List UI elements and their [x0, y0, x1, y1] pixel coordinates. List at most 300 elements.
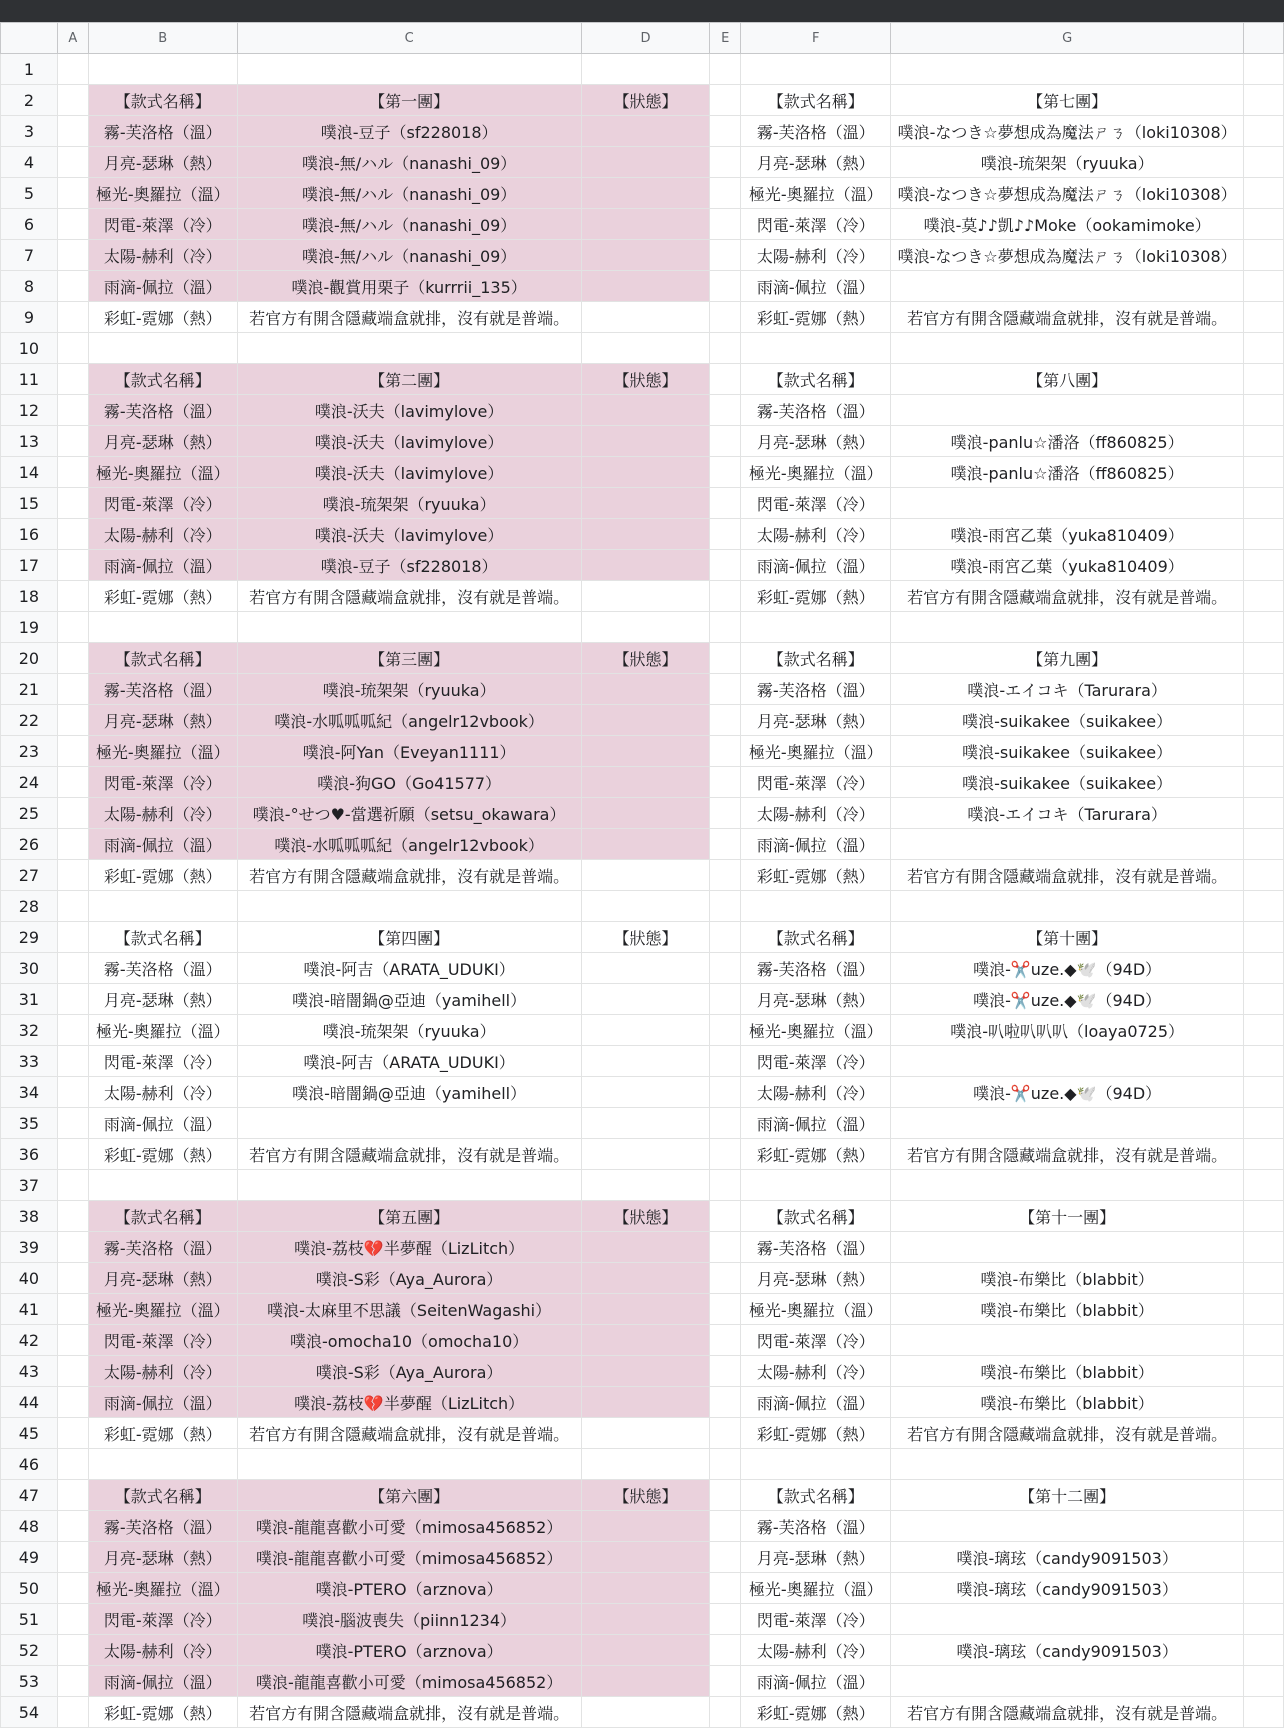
cell-style-name[interactable]: 【款式名稱】 — [88, 85, 237, 116]
row-header[interactable]: 43 — [1, 1356, 58, 1387]
cell-group-member[interactable]: 噗浪-雨宮乙葉（yuka810409） — [891, 550, 1244, 581]
cell-style-name[interactable]: 霧-芙洛格（溫） — [741, 116, 891, 147]
row-header[interactable]: 46 — [1, 1449, 58, 1480]
cell-b[interactable] — [88, 891, 237, 922]
cell-e[interactable] — [710, 333, 741, 364]
cell-group-member[interactable]: 【第一團】 — [237, 85, 581, 116]
cell-style-name[interactable]: 極光-奧羅拉（溫） — [741, 178, 891, 209]
cell-a[interactable] — [57, 364, 88, 395]
cell-e[interactable] — [710, 1635, 741, 1666]
cell-group-member[interactable] — [891, 1108, 1244, 1139]
row-header[interactable]: 27 — [1, 860, 58, 891]
cell-c[interactable] — [237, 1449, 581, 1480]
row-header[interactable]: 21 — [1, 674, 58, 705]
cell-status[interactable] — [581, 116, 710, 147]
cell-status[interactable] — [581, 488, 710, 519]
cell-style-name[interactable]: 【款式名稱】 — [741, 1201, 891, 1232]
cell-h[interactable] — [1244, 984, 1284, 1015]
cell-status[interactable] — [581, 1387, 710, 1418]
cell-h[interactable] — [1244, 798, 1284, 829]
cell-group-member[interactable] — [891, 829, 1244, 860]
cell-h[interactable] — [1244, 1666, 1284, 1697]
cell-style-name[interactable]: 太陽-赫利（冷） — [88, 1356, 237, 1387]
cell-h[interactable] — [1244, 1170, 1284, 1201]
cell-a[interactable] — [57, 54, 88, 85]
cell-group-member[interactable]: 噗浪-叭啦叭叭叭（loaya0725） — [891, 1015, 1244, 1046]
cell-group-member[interactable]: 噗浪-琉架架（ryuuka） — [237, 674, 581, 705]
cell-status[interactable] — [581, 984, 710, 1015]
cell-a[interactable] — [57, 85, 88, 116]
cell-group-member[interactable]: 若官方有開含隱藏端盒就排，沒有就是普端。 — [891, 1139, 1244, 1170]
cell-e[interactable] — [710, 1666, 741, 1697]
cell-group-member[interactable]: 噗浪-沃夫（lavimylove） — [237, 426, 581, 457]
row-header[interactable]: 12 — [1, 395, 58, 426]
cell-e[interactable] — [710, 922, 741, 953]
row-header[interactable]: 8 — [1, 271, 58, 302]
cell-h[interactable] — [1244, 147, 1284, 178]
cell-a[interactable] — [57, 643, 88, 674]
cell-f[interactable] — [741, 1449, 891, 1480]
cell-style-name[interactable]: 月亮-瑟琳（熱） — [88, 1263, 237, 1294]
cell-a[interactable] — [57, 519, 88, 550]
cell-status[interactable] — [581, 829, 710, 860]
cell-e[interactable] — [710, 1108, 741, 1139]
cell-d[interactable] — [581, 333, 710, 364]
cell-status[interactable] — [581, 457, 710, 488]
cell-style-name[interactable]: 雨滴-佩拉（溫） — [88, 550, 237, 581]
cell-style-name[interactable]: 閃電-萊澤（冷） — [741, 209, 891, 240]
cell-a[interactable] — [57, 1480, 88, 1511]
row-header[interactable]: 16 — [1, 519, 58, 550]
cell-status[interactable] — [581, 1046, 710, 1077]
cell-style-name[interactable]: 霧-芙洛格（溫） — [88, 395, 237, 426]
cell-d[interactable] — [581, 1449, 710, 1480]
cell-group-member[interactable] — [891, 488, 1244, 519]
cell-e[interactable] — [710, 1139, 741, 1170]
cell-group-member[interactable] — [891, 1511, 1244, 1542]
cell-group-member[interactable]: 噗浪-PTERO（arznova） — [237, 1635, 581, 1666]
cell-status[interactable] — [581, 953, 710, 984]
cell-style-name[interactable]: 極光-奧羅拉（溫） — [88, 1573, 237, 1604]
row-header[interactable]: 47 — [1, 1480, 58, 1511]
cell-h[interactable] — [1244, 1077, 1284, 1108]
cell-group-member[interactable]: 噗浪-璃玹（candy9091503） — [891, 1635, 1244, 1666]
cell-style-name[interactable]: 彩虹-霓娜（熱） — [741, 1139, 891, 1170]
cell-e[interactable] — [710, 1387, 741, 1418]
cell-group-member[interactable]: 噗浪-無/ハル（nanashi_09） — [237, 147, 581, 178]
row-header[interactable]: 36 — [1, 1139, 58, 1170]
cell-e[interactable] — [710, 736, 741, 767]
cell-h[interactable] — [1244, 1356, 1284, 1387]
cell-group-member[interactable]: 噗浪-無/ハル（nanashi_09） — [237, 240, 581, 271]
cell-style-name[interactable]: 太陽-赫利（冷） — [741, 1356, 891, 1387]
cell-status[interactable] — [581, 209, 710, 240]
cell-group-member[interactable]: 噗浪-龍龍喜歡小可愛（mimosa456852） — [237, 1542, 581, 1573]
cell-a[interactable] — [57, 333, 88, 364]
cell-style-name[interactable]: 霧-芙洛格（溫） — [88, 116, 237, 147]
cell-group-member[interactable]: 【第四團】 — [237, 922, 581, 953]
cell-group-member[interactable]: 噗浪-腦波喪失（piinn1234） — [237, 1604, 581, 1635]
cell-style-name[interactable]: 【款式名稱】 — [88, 922, 237, 953]
cell-a[interactable] — [57, 1046, 88, 1077]
cell-style-name[interactable]: 【款式名稱】 — [741, 643, 891, 674]
cell-h[interactable] — [1244, 426, 1284, 457]
cell-g[interactable] — [891, 1449, 1244, 1480]
row-header[interactable]: 15 — [1, 488, 58, 519]
column-header-extra[interactable] — [1244, 23, 1284, 54]
row-header[interactable]: 41 — [1, 1294, 58, 1325]
cell-style-name[interactable]: 閃電-萊澤（冷） — [88, 1325, 237, 1356]
cell-status[interactable] — [581, 1511, 710, 1542]
cell-a[interactable] — [57, 147, 88, 178]
row-header[interactable]: 9 — [1, 302, 58, 333]
cell-group-member[interactable]: 噗浪-太麻里不思議（SeitenWagashi） — [237, 1294, 581, 1325]
cell-e[interactable] — [710, 1325, 741, 1356]
cell-f[interactable] — [741, 612, 891, 643]
row-header[interactable]: 17 — [1, 550, 58, 581]
cell-style-name[interactable]: 月亮-瑟琳（熱） — [741, 705, 891, 736]
cell-e[interactable] — [710, 829, 741, 860]
cell-group-member[interactable]: 噗浪-S彩（Aya_Aurora） — [237, 1263, 581, 1294]
cell-e[interactable] — [710, 1077, 741, 1108]
row-header[interactable]: 33 — [1, 1046, 58, 1077]
row-header[interactable]: 1 — [1, 54, 58, 85]
cell-e[interactable] — [710, 1201, 741, 1232]
cell-a[interactable] — [57, 240, 88, 271]
cell-status[interactable] — [581, 426, 710, 457]
row-header[interactable]: 5 — [1, 178, 58, 209]
cell-g[interactable] — [891, 891, 1244, 922]
cell-style-name[interactable]: 雨滴-佩拉（溫） — [741, 1666, 891, 1697]
cell-style-name[interactable]: 彩虹-霓娜（熱） — [88, 1697, 237, 1728]
cell-group-member[interactable]: 噗浪-panlu☆潘洛（ff860825） — [891, 426, 1244, 457]
cell-status[interactable] — [581, 550, 710, 581]
cell-h[interactable] — [1244, 178, 1284, 209]
cell-style-name[interactable]: 極光-奧羅拉（溫） — [88, 178, 237, 209]
cell-status[interactable] — [581, 519, 710, 550]
cell-status[interactable] — [581, 767, 710, 798]
row-header[interactable]: 48 — [1, 1511, 58, 1542]
cell-group-member[interactable]: 若官方有開含隱藏端盒就排，沒有就是普端。 — [891, 302, 1244, 333]
cell-status[interactable] — [581, 1077, 710, 1108]
cell-e[interactable] — [710, 953, 741, 984]
cell-e[interactable] — [710, 860, 741, 891]
cell-group-member[interactable]: 噗浪-阿吉（ARATA_UDUKI） — [237, 953, 581, 984]
cell-group-member[interactable]: 噗浪-水呱呱呱紀（angelr12vbook） — [237, 829, 581, 860]
cell-h[interactable] — [1244, 612, 1284, 643]
cell-h[interactable] — [1244, 891, 1284, 922]
cell-status[interactable] — [581, 1108, 710, 1139]
cell-status[interactable] — [581, 1542, 710, 1573]
cell-f[interactable] — [741, 891, 891, 922]
cell-e[interactable] — [710, 364, 741, 395]
cell-a[interactable] — [57, 674, 88, 705]
cell-group-member[interactable] — [891, 395, 1244, 426]
cell-group-member[interactable]: 若官方有開含隱藏端盒就排，沒有就是普端。 — [237, 860, 581, 891]
cell-style-name[interactable]: 閃電-萊澤（冷） — [741, 1046, 891, 1077]
cell-h[interactable] — [1244, 736, 1284, 767]
cell-g[interactable] — [891, 54, 1244, 85]
cell-a[interactable] — [57, 1418, 88, 1449]
cell-e[interactable] — [710, 1449, 741, 1480]
cell-group-member[interactable]: 噗浪-omocha10（omocha10） — [237, 1325, 581, 1356]
cell-h[interactable] — [1244, 1046, 1284, 1077]
cell-a[interactable] — [57, 271, 88, 302]
cell-style-name[interactable]: 雨滴-佩拉（溫） — [88, 1666, 237, 1697]
cell-a[interactable] — [57, 1139, 88, 1170]
cell-style-name[interactable]: 閃電-萊澤（冷） — [88, 209, 237, 240]
cell-status[interactable] — [581, 1573, 710, 1604]
cell-h[interactable] — [1244, 395, 1284, 426]
row-header[interactable]: 24 — [1, 767, 58, 798]
row-header[interactable]: 51 — [1, 1604, 58, 1635]
cell-a[interactable] — [57, 1294, 88, 1325]
cell-style-name[interactable]: 月亮-瑟琳（熱） — [88, 984, 237, 1015]
cell-status[interactable]: 【狀態】 — [581, 922, 710, 953]
cell-group-member[interactable]: 噗浪-PTERO（arznova） — [237, 1573, 581, 1604]
cell-style-name[interactable]: 月亮-瑟琳（熱） — [88, 147, 237, 178]
cell-a[interactable] — [57, 1325, 88, 1356]
cell-style-name[interactable]: 彩虹-霓娜（熱） — [741, 860, 891, 891]
cell-status[interactable] — [581, 705, 710, 736]
cell-a[interactable] — [57, 116, 88, 147]
cell-status[interactable] — [581, 1356, 710, 1387]
cell-style-name[interactable]: 極光-奧羅拉（溫） — [741, 736, 891, 767]
cell-a[interactable] — [57, 736, 88, 767]
cell-e[interactable] — [710, 767, 741, 798]
cell-a[interactable] — [57, 1542, 88, 1573]
cell-e[interactable] — [710, 984, 741, 1015]
cell-style-name[interactable]: 霧-芙洛格（溫） — [741, 1511, 891, 1542]
cell-h[interactable] — [1244, 1418, 1284, 1449]
row-header[interactable]: 34 — [1, 1077, 58, 1108]
cell-c[interactable] — [237, 891, 581, 922]
cell-a[interactable] — [57, 1666, 88, 1697]
cell-group-member[interactable]: 【第九團】 — [891, 643, 1244, 674]
cell-e[interactable] — [710, 550, 741, 581]
cell-b[interactable] — [88, 54, 237, 85]
cell-style-name[interactable]: 極光-奧羅拉（溫） — [88, 1294, 237, 1325]
cell-e[interactable] — [710, 1170, 741, 1201]
cell-group-member[interactable]: 噗浪-エイコキ（Tarurara） — [891, 674, 1244, 705]
cell-style-name[interactable]: 【款式名稱】 — [88, 364, 237, 395]
cell-group-member[interactable]: 噗浪-✂️uze.◆🕊️（94D） — [891, 984, 1244, 1015]
row-header[interactable]: 6 — [1, 209, 58, 240]
cell-h[interactable] — [1244, 1139, 1284, 1170]
cell-a[interactable] — [57, 1387, 88, 1418]
cell-h[interactable] — [1244, 1263, 1284, 1294]
cell-style-name[interactable]: 雨滴-佩拉（溫） — [88, 1387, 237, 1418]
cell-style-name[interactable]: 霧-芙洛格（溫） — [741, 395, 891, 426]
cell-h[interactable] — [1244, 1201, 1284, 1232]
cell-e[interactable] — [710, 612, 741, 643]
cell-style-name[interactable]: 極光-奧羅拉（溫） — [741, 1294, 891, 1325]
column-header-a[interactable]: A — [57, 23, 88, 54]
cell-c[interactable] — [237, 333, 581, 364]
cell-a[interactable] — [57, 984, 88, 1015]
cell-a[interactable] — [57, 426, 88, 457]
cell-style-name[interactable]: 太陽-赫利（冷） — [88, 798, 237, 829]
cell-group-member[interactable]: 噗浪-panlu☆潘洛（ff860825） — [891, 457, 1244, 488]
cell-group-member[interactable]: 噗浪-龍龍喜歡小可愛（mimosa456852） — [237, 1511, 581, 1542]
cell-status[interactable] — [581, 1263, 710, 1294]
cell-group-member[interactable]: 噗浪-✂️uze.◆🕊️（94D） — [891, 953, 1244, 984]
cell-group-member[interactable]: 若官方有開含隱藏端盒就排，沒有就是普端。 — [891, 860, 1244, 891]
cell-a[interactable] — [57, 1015, 88, 1046]
row-header[interactable]: 38 — [1, 1201, 58, 1232]
cell-group-member[interactable]: 噗浪-無/ハル（nanashi_09） — [237, 178, 581, 209]
cell-c[interactable] — [237, 612, 581, 643]
cell-a[interactable] — [57, 767, 88, 798]
cell-h[interactable] — [1244, 54, 1284, 85]
cell-b[interactable] — [88, 612, 237, 643]
cell-e[interactable] — [710, 674, 741, 705]
cell-style-name[interactable]: 彩虹-霓娜（熱） — [88, 1139, 237, 1170]
cell-group-member[interactable]: 若官方有開含隱藏端盒就排，沒有就是普端。 — [891, 1418, 1244, 1449]
cell-a[interactable] — [57, 1573, 88, 1604]
cell-style-name[interactable]: 【款式名稱】 — [88, 1480, 237, 1511]
row-header[interactable]: 4 — [1, 147, 58, 178]
cell-style-name[interactable]: 閃電-萊澤（冷） — [741, 767, 891, 798]
cell-h[interactable] — [1244, 1294, 1284, 1325]
cell-h[interactable] — [1244, 302, 1284, 333]
cell-style-name[interactable]: 太陽-赫利（冷） — [88, 519, 237, 550]
column-header-b[interactable]: B — [88, 23, 237, 54]
column-header-d[interactable]: D — [581, 23, 710, 54]
cell-h[interactable] — [1244, 705, 1284, 736]
cell-d[interactable] — [581, 1170, 710, 1201]
cell-e[interactable] — [710, 1263, 741, 1294]
row-header[interactable]: 37 — [1, 1170, 58, 1201]
cell-style-name[interactable]: 太陽-赫利（冷） — [741, 1635, 891, 1666]
cell-style-name[interactable]: 【款式名稱】 — [741, 364, 891, 395]
cell-style-name[interactable]: 太陽-赫利（冷） — [741, 240, 891, 271]
cell-group-member[interactable]: 噗浪-無/ハル（nanashi_09） — [237, 209, 581, 240]
cell-style-name[interactable]: 【款式名稱】 — [741, 922, 891, 953]
row-header[interactable]: 29 — [1, 922, 58, 953]
cell-group-member[interactable]: 噗浪-暗闇鍋@亞迪（yamihell） — [237, 984, 581, 1015]
cell-g[interactable] — [891, 612, 1244, 643]
row-header[interactable]: 54 — [1, 1697, 58, 1728]
row-header[interactable]: 32 — [1, 1015, 58, 1046]
cell-status[interactable] — [581, 798, 710, 829]
cell-style-name[interactable]: 雨滴-佩拉（溫） — [741, 271, 891, 302]
cell-e[interactable] — [710, 705, 741, 736]
cell-status[interactable] — [581, 302, 710, 333]
cell-style-name[interactable]: 閃電-萊澤（冷） — [88, 488, 237, 519]
cell-h[interactable] — [1244, 271, 1284, 302]
cell-status[interactable] — [581, 581, 710, 612]
cell-a[interactable] — [57, 891, 88, 922]
cell-status[interactable] — [581, 1697, 710, 1728]
row-header[interactable]: 23 — [1, 736, 58, 767]
cell-h[interactable] — [1244, 1573, 1284, 1604]
cell-a[interactable] — [57, 860, 88, 891]
cell-a[interactable] — [57, 1108, 88, 1139]
cell-group-member[interactable]: 若官方有開含隱藏端盒就排，沒有就是普端。 — [237, 1139, 581, 1170]
cell-style-name[interactable]: 霧-芙洛格（溫） — [88, 1511, 237, 1542]
cell-f[interactable] — [741, 333, 891, 364]
cell-group-member[interactable]: 噗浪-荔枝💔半夢醒（LizLitch） — [237, 1232, 581, 1263]
cell-h[interactable] — [1244, 1232, 1284, 1263]
cell-status[interactable]: 【狀態】 — [581, 364, 710, 395]
cell-group-member[interactable]: 【第二團】 — [237, 364, 581, 395]
cell-group-member[interactable]: 噗浪-布樂比（blabbit） — [891, 1356, 1244, 1387]
cell-h[interactable] — [1244, 1325, 1284, 1356]
cell-h[interactable] — [1244, 457, 1284, 488]
cell-group-member[interactable] — [891, 1604, 1244, 1635]
row-header[interactable]: 20 — [1, 643, 58, 674]
cell-e[interactable] — [710, 643, 741, 674]
cell-e[interactable] — [710, 1480, 741, 1511]
cell-status[interactable] — [581, 271, 710, 302]
cell-h[interactable] — [1244, 1542, 1284, 1573]
cell-group-member[interactable]: 噗浪-布樂比（blabbit） — [891, 1263, 1244, 1294]
cell-group-member[interactable]: 若官方有開含隱藏端盒就排，沒有就是普端。 — [891, 1697, 1244, 1728]
cell-e[interactable] — [710, 1015, 741, 1046]
cell-group-member[interactable]: 噗浪-沃夫（lavimylove） — [237, 519, 581, 550]
cell-h[interactable] — [1244, 364, 1284, 395]
cell-e[interactable] — [710, 1232, 741, 1263]
cell-h[interactable] — [1244, 209, 1284, 240]
cell-style-name[interactable]: 彩虹-霓娜（熱） — [88, 1418, 237, 1449]
cell-group-member[interactable] — [891, 1325, 1244, 1356]
cell-group-member[interactable]: 噗浪-觀賞用栗子（kurrrii_135） — [237, 271, 581, 302]
row-header[interactable]: 22 — [1, 705, 58, 736]
cell-group-member[interactable]: 噗浪-璃玹（candy9091503） — [891, 1542, 1244, 1573]
cell-group-member[interactable]: 【第七團】 — [891, 85, 1244, 116]
row-header[interactable]: 42 — [1, 1325, 58, 1356]
cell-group-member[interactable]: 噗浪-なつき☆夢想成為魔法ㄕㄋ（loki10308） — [891, 240, 1244, 271]
cell-group-member[interactable]: 噗浪-水呱呱呱紀（angelr12vbook） — [237, 705, 581, 736]
cell-group-member[interactable]: 噗浪-suikakee（suikakee） — [891, 767, 1244, 798]
cell-group-member[interactable]: 若官方有開含隱藏端盒就排，沒有就是普端。 — [237, 302, 581, 333]
cell-h[interactable] — [1244, 1480, 1284, 1511]
cell-group-member[interactable]: 噗浪-布樂比（blabbit） — [891, 1294, 1244, 1325]
cell-style-name[interactable]: 極光-奧羅拉（溫） — [88, 1015, 237, 1046]
cell-group-member[interactable]: 【第五團】 — [237, 1201, 581, 1232]
cell-style-name[interactable]: 月亮-瑟琳（熱） — [88, 426, 237, 457]
cell-style-name[interactable]: 極光-奧羅拉（溫） — [741, 1015, 891, 1046]
cell-e[interactable] — [710, 488, 741, 519]
row-header[interactable]: 26 — [1, 829, 58, 860]
cell-style-name[interactable]: 太陽-赫利（冷） — [88, 240, 237, 271]
cell-a[interactable] — [57, 1356, 88, 1387]
cell-group-member[interactable]: 噗浪-狗GO（Go41577） — [237, 767, 581, 798]
cell-a[interactable] — [57, 581, 88, 612]
cell-h[interactable] — [1244, 953, 1284, 984]
cell-e[interactable] — [710, 1418, 741, 1449]
cell-status[interactable] — [581, 1666, 710, 1697]
cell-group-member[interactable]: 噗浪-豆子（sf228018） — [237, 550, 581, 581]
row-header[interactable]: 2 — [1, 85, 58, 116]
row-header[interactable]: 53 — [1, 1666, 58, 1697]
cell-e[interactable] — [710, 1697, 741, 1728]
cell-style-name[interactable]: 太陽-赫利（冷） — [741, 519, 891, 550]
cell-style-name[interactable]: 月亮-瑟琳（熱） — [88, 705, 237, 736]
cell-a[interactable] — [57, 953, 88, 984]
cell-status[interactable] — [581, 1139, 710, 1170]
cell-status[interactable] — [581, 1635, 710, 1666]
cell-b[interactable] — [88, 333, 237, 364]
cell-group-member[interactable]: 噗浪-なつき☆夢想成為魔法ㄕㄋ（loki10308） — [891, 178, 1244, 209]
cell-h[interactable] — [1244, 333, 1284, 364]
cell-h[interactable] — [1244, 860, 1284, 891]
cell-style-name[interactable]: 【款式名稱】 — [88, 643, 237, 674]
cell-a[interactable] — [57, 1449, 88, 1480]
cell-group-member[interactable]: 噗浪-沃夫（lavimylove） — [237, 395, 581, 426]
select-all-corner[interactable] — [1, 23, 58, 54]
